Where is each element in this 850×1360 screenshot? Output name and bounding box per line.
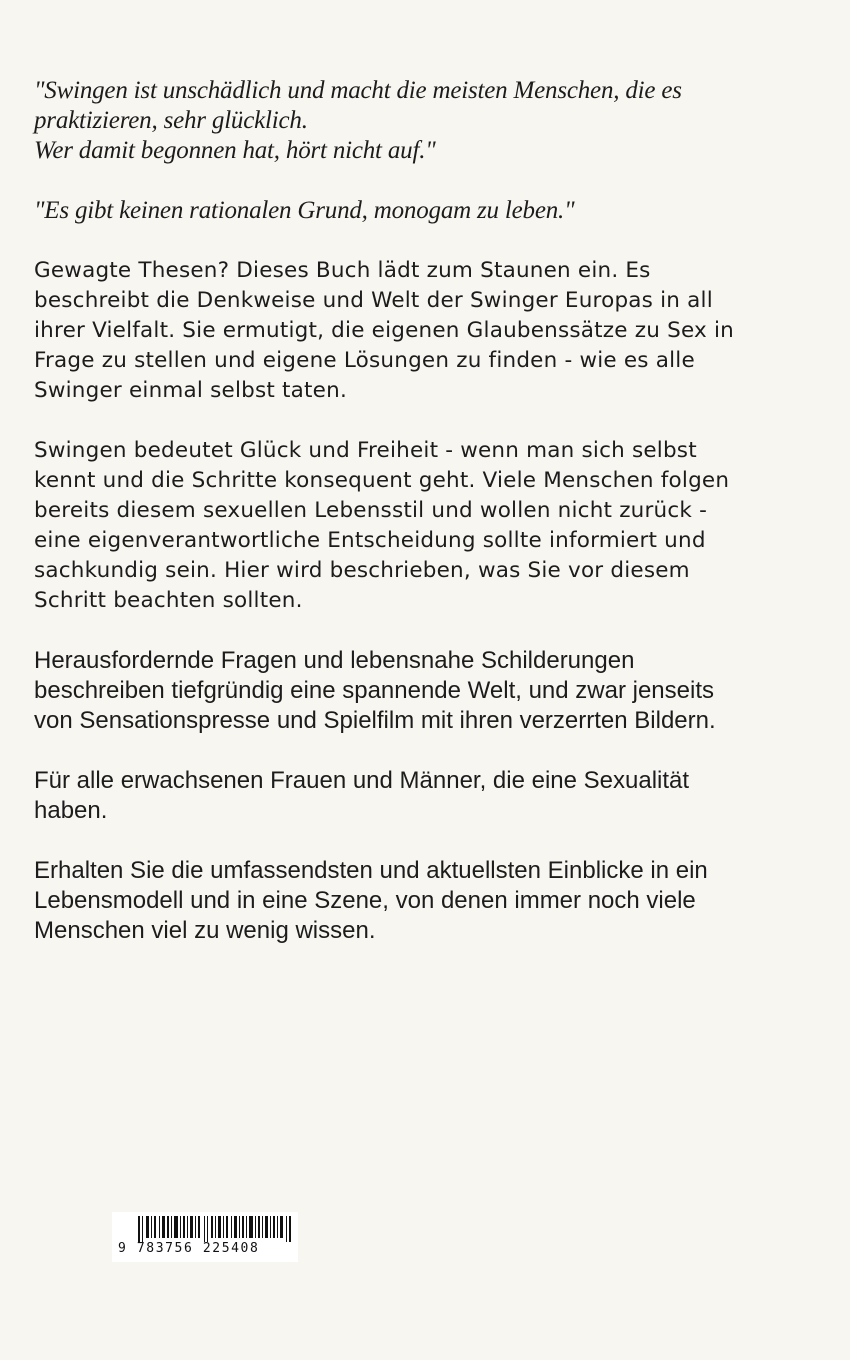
quote-line: "Swingen ist unschädlich und macht die meisten Menschen, die es	[34, 77, 682, 104]
paragraph-gewagte-thesen: Gewagte Thesen? Dieses Buch lädt zum Staunen ein. Es beschreibt die Denkweise und Welt der Swinger Europas in all ihrer Vielfalt. Sie ermutigt, die eigenen Glaubenssätze zu Sex in Frage zu stellen und eigene Lösungen zu finden - wie es alle Swinger einmal selbst taten.	[34, 258, 734, 403]
paragraph-fragen: Herausfordernde Fragen und lebensnahe Schilderungen beschreiben tiefgründig eine spannende Welt, und zwar jenseits von Sensationspresse und Spielfilm mit ihren verzerrten Bildern.	[34, 647, 716, 734]
quote-line: Wer damit begonnen hat, hört nicht auf."	[34, 137, 436, 164]
paragraph-einblicke: Erhalten Sie die umfassendsten und aktuellsten Einblicke in ein Lebensmodell und in eine Szene, von denen immer noch viele Menschen viel zu wenig wissen.	[34, 857, 708, 944]
isbn-barcode	[112, 1212, 298, 1262]
barcode-bars-icon	[138, 1216, 294, 1242]
isbn-number: 9 783756 225408	[118, 1241, 260, 1256]
paragraph-glueck-freiheit: Swingen bedeutet Glück und Freiheit - wenn man sich selbst kennt und die Schritte konsequent geht. Viele Menschen folgen bereits diesem sexuellen Lebensstil und wollen nicht zurück - eine eigenverantwortliche Entscheidung sollte informiert und sachkundig sein. Hier wird beschrieben, was Sie vor diesem Schritt beachten sollten.	[34, 438, 730, 613]
quote-monogam: "Es gibt keinen rationalen Grund, monogam zu leben."	[34, 197, 575, 224]
paragraph-zielgruppe: Für alle erwachsenen Frauen und Männer, die eine Sexualität haben.	[34, 767, 690, 824]
quote-line: praktizieren, sehr glücklich.	[34, 107, 308, 134]
back-cover-text	[34, 76, 734, 976]
quote-swingen	[34, 76, 734, 166]
